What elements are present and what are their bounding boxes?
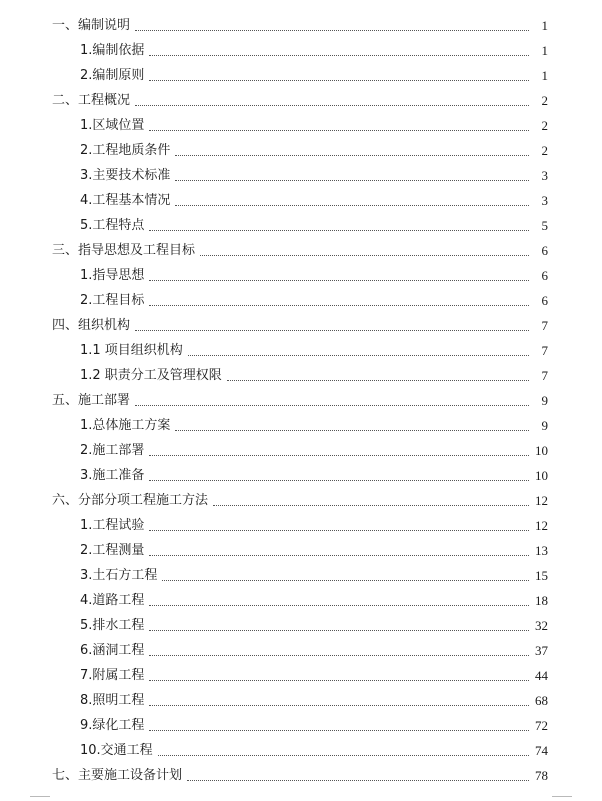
toc-page-number: 6 [541,293,548,308]
toc-page-number: 10 [535,443,548,458]
toc-subsection-entry[interactable] [0,213,602,238]
toc-dot-leader [149,705,529,706]
toc-dot-leader [135,30,529,31]
toc-dot-leader [135,330,529,331]
toc-dot-leader [135,405,529,406]
toc-page-number: 15 [535,568,548,583]
toc-subsection-entry[interactable] [0,113,602,138]
toc-dot-leader [149,605,529,606]
toc-dot-leader [149,130,529,131]
toc-entry-label: 1.1 项目组织机构 [80,343,183,358]
toc-page-number: 74 [535,743,548,758]
toc-subsection-entry[interactable] [0,263,602,288]
toc-entry-label: 10.交通工程 [80,743,153,758]
toc-entry-label: 1.总体施工方案 [80,418,171,433]
toc-subsection-entry[interactable] [0,638,602,663]
toc-page-number: 5 [541,218,548,233]
toc-dot-leader [227,380,529,381]
toc-entry-label: 4.道路工程 [80,593,145,608]
toc-dot-leader [187,780,529,781]
toc-dot-leader [149,280,529,281]
toc-subsection-entry[interactable] [0,513,602,538]
toc-page-number: 7 [541,343,548,358]
toc-page-number: 18 [535,593,548,608]
toc-section-entry[interactable] [0,88,602,113]
toc-page-number: 2 [541,143,548,158]
toc-page-number: 10 [535,468,548,483]
toc-section-entry[interactable] [0,313,602,338]
toc-dot-leader [149,730,529,731]
toc-subsection-entry[interactable] [0,663,602,688]
toc-dot-leader [200,255,529,256]
toc-dot-leader [175,155,529,156]
toc-subsection-entry[interactable] [0,288,602,313]
toc-dot-leader [149,480,529,481]
toc-section-entry[interactable] [0,388,602,413]
toc-entry-label: 1.编制依据 [80,43,145,58]
toc-page-number: 3 [541,168,548,183]
toc-entry-label: 2.编制原则 [80,68,145,83]
toc-page-number: 12 [535,493,548,508]
toc-page-number: 72 [535,718,548,733]
toc-entry-label: 7.附属工程 [80,668,145,683]
toc-subsection-entry[interactable] [0,588,602,613]
toc-subsection-entry[interactable] [0,538,602,563]
toc-subsection-entry[interactable] [0,338,602,363]
toc-page-number: 6 [541,243,548,258]
toc-page-number: 12 [535,518,548,533]
toc-entry-label: 2.施工部署 [80,443,145,458]
toc-page-number: 37 [535,643,548,658]
toc-dot-leader [149,455,529,456]
toc-entry-label: 一、编制说明 [52,18,131,33]
toc-entry-label: 4.工程基本情况 [80,193,171,208]
toc-dot-leader [149,555,529,556]
toc-entry-label: 六、分部分项工程施工方法 [52,493,209,508]
toc-subsection-entry[interactable] [0,738,602,763]
table-of-contents [0,13,602,788]
toc-entry-label: 1.区域位置 [80,118,145,133]
toc-subsection-entry[interactable] [0,463,602,488]
toc-entry-label: 2.工程目标 [80,293,145,308]
toc-page-number: 2 [541,118,548,133]
toc-page-number: 32 [535,618,548,633]
toc-dot-leader [149,55,529,56]
toc-entry-label: 6.涵洞工程 [80,643,145,658]
toc-dot-leader [175,180,529,181]
page-corner-mark-right [552,796,572,797]
toc-dot-leader [158,755,529,756]
toc-subsection-entry[interactable] [0,713,602,738]
toc-dot-leader [149,630,529,631]
toc-dot-leader [175,205,529,206]
toc-page-number: 7 [541,368,548,383]
toc-section-entry[interactable] [0,488,602,513]
toc-entry-label: 5.排水工程 [80,618,145,633]
toc-dot-leader [149,530,529,531]
toc-entry-label: 9.绿化工程 [80,718,145,733]
toc-entry-label: 3.施工准备 [80,468,145,483]
toc-dot-leader [149,305,529,306]
toc-subsection-entry[interactable] [0,138,602,163]
toc-section-entry[interactable] [0,763,602,788]
toc-page-number: 9 [541,393,548,408]
toc-page-number: 6 [541,268,548,283]
toc-section-entry[interactable] [0,13,602,38]
toc-entry-label: 1.工程试验 [80,518,145,533]
toc-entry-label: 3.土石方工程 [80,568,158,583]
toc-subsection-entry[interactable] [0,63,602,88]
toc-dot-leader [175,430,529,431]
toc-entry-label: 3.主要技术标准 [80,168,171,183]
toc-dot-leader [149,680,529,681]
toc-dot-leader [135,105,529,106]
toc-subsection-entry[interactable] [0,688,602,713]
toc-entry-label: 三、指导思想及工程目标 [52,243,196,258]
toc-subsection-entry[interactable] [0,163,602,188]
toc-dot-leader [213,505,529,506]
toc-section-entry[interactable] [0,238,602,263]
page-corner-mark-left [30,796,50,797]
toc-page-number: 1 [541,68,548,83]
toc-subsection-entry[interactable] [0,613,602,638]
toc-entry-label: 七、主要施工设备计划 [52,768,183,783]
toc-entry-label: 1.指导思想 [80,268,145,283]
toc-page-number: 3 [541,193,548,208]
toc-dot-leader [188,355,529,356]
toc-entry-label: 8.照明工程 [80,693,145,708]
toc-subsection-entry[interactable] [0,438,602,463]
toc-entry-label: 2.工程测量 [80,543,145,558]
toc-entry-label: 2.工程地质条件 [80,143,171,158]
toc-page-number: 9 [541,418,548,433]
toc-entry-label: 四、组织机构 [52,318,131,333]
toc-page-number: 78 [535,768,548,783]
toc-entry-label: 二、工程概况 [52,93,131,108]
toc-entry-label: 五、施工部署 [52,393,131,408]
toc-dot-leader [149,80,529,81]
toc-page-number: 68 [535,693,548,708]
toc-page-number: 44 [535,668,548,683]
toc-dot-leader [149,655,529,656]
toc-page-number: 13 [535,543,548,558]
toc-page-number: 7 [541,318,548,333]
toc-subsection-entry[interactable] [0,413,602,438]
toc-page-number: 1 [541,43,548,58]
toc-page-number: 1 [541,18,548,33]
toc-dot-leader [149,230,529,231]
toc-subsection-entry[interactable] [0,363,602,388]
toc-subsection-entry[interactable] [0,38,602,63]
toc-entry-label: 5.工程特点 [80,218,145,233]
toc-subsection-entry[interactable] [0,563,602,588]
toc-subsection-entry[interactable] [0,188,602,213]
toc-dot-leader [162,580,529,581]
toc-page-number: 2 [541,93,548,108]
toc-entry-label: 1.2 职责分工及管理权限 [80,368,222,383]
